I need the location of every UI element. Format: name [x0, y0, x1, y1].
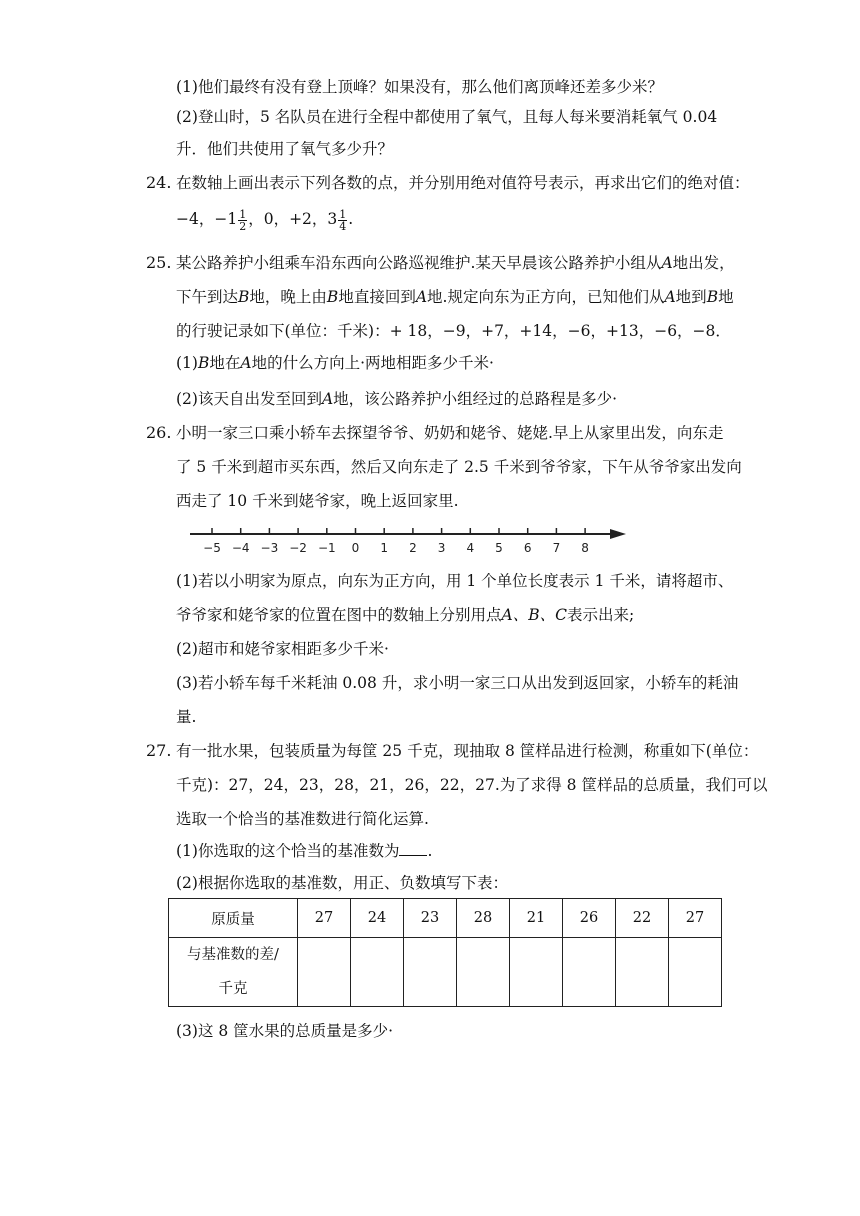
number-line-arrow — [610, 529, 626, 539]
table-cell: 21 — [510, 899, 563, 938]
q26-sub3-line2: 量. — [176, 708, 197, 726]
table-cell: 27 — [669, 899, 722, 938]
answer-cell[interactable] — [457, 938, 510, 1007]
table-row — [169, 938, 722, 1007]
number-line-tick-label: 2 — [409, 541, 417, 555]
q24-line2: −4，−1 $\frac{1}{2}$ ，0，+2，3 $\frac{1}{4}$ . — [176, 207, 354, 233]
q24-numbers-b: ，0，+2，3 — [248, 210, 338, 228]
number-line-tick-label: 1 — [380, 541, 389, 555]
q26-number: 26. — [146, 423, 172, 442]
answer-cell[interactable] — [669, 938, 722, 1007]
number-line-tick-label: −1 — [317, 541, 336, 555]
answer-cell[interactable] — [563, 938, 616, 1007]
table-cell: 23 — [404, 899, 457, 938]
answer-blank[interactable] — [399, 841, 427, 856]
q23-sub1: (1)他们最终有没有登上顶峰？如果没有，那么他们离顶峰还差多少米？ — [176, 78, 663, 96]
q27-sub3: (3)这 8 筐水果的总质量是多少· — [176, 1022, 394, 1040]
table-cell: 26 — [563, 899, 616, 938]
q24-number: 24. — [146, 173, 172, 192]
q27-sub1: (1)你选取的这个恰当的基准数为 . — [176, 842, 433, 860]
q27-line2: 千克)：27，24，23，28，21，26，22，27.为了求得 8 筐样品的总质量，我们可以 — [176, 776, 768, 794]
number-line — [180, 522, 640, 562]
q27-line3: 选取一个恰当的基准数进行简化运算. — [176, 810, 429, 828]
number-line-tick-label: 3 — [437, 541, 446, 555]
answer-cell[interactable] — [351, 938, 404, 1007]
number-line-tick-label: 4 — [466, 541, 475, 555]
q25-sub1: (1)B地在A地的什么方向上·两地相距多少千米· — [176, 354, 494, 372]
q24-fraction-half: $\frac{1}{2}$ — [239, 207, 247, 233]
number-line-tick-label: 6 — [523, 541, 532, 555]
number-line-tick-label: −2 — [289, 541, 307, 555]
q25-sub2: (2)该天自出发至回到A地，该公路养护小组经过的总路程是多少· — [176, 390, 618, 408]
q25-line1: 某公路养护小组乘车沿东西向公路巡视维护.某天早晨该公路养护小组从A地出发， — [176, 254, 735, 272]
q27-number: 27. — [146, 741, 172, 760]
q26-sub2: (2)超市和姥爷家相距多少千米· — [176, 640, 389, 658]
answer-cell[interactable] — [510, 938, 563, 1007]
table-cell: 22 — [616, 899, 669, 938]
q26-sub1-line2: 爷爷家和姥爷家的位置在图中的数轴上分别用点A、B、C表示出来; — [176, 606, 635, 624]
number-line-tick-label: 7 — [552, 541, 561, 555]
table-cell: 28 — [457, 899, 510, 938]
number-line-tick-label: −4 — [231, 541, 250, 555]
number-line-tick-label: −3 — [260, 541, 279, 555]
number-line-tick-label: 8 — [581, 541, 589, 555]
table-header-difference: 与基准数的差/ 千克 — [169, 938, 298, 1007]
q25-line3: 的行驶记录如下(单位：千米)：+ 18，−9，+7，+14，−6，+13，−6，−8． — [176, 322, 731, 340]
number-line-tick-label: −5 — [203, 541, 221, 555]
q25-line2: 下午到达B地，晚上由B地直接回到A地.规定向东为正方向，已知他们从A地到B地 — [176, 288, 734, 306]
q24-numbers-a: −4，−1 — [176, 210, 238, 228]
q24-line1: 在数轴上画出表示下列各数的点，并分别用绝对值符号表示，再求出它们的绝对值： — [176, 174, 750, 192]
q23-sub2-line2: 升．他们共使用了氧气多少升？ — [176, 140, 394, 158]
q26-line2: 了 5 千米到超市买东西，然后又向东走了 2.5 千米到爷爷家，下午从爷爷家出发向 — [176, 458, 742, 476]
answer-cell[interactable] — [616, 938, 669, 1007]
q26-sub1-line1: (1)若以小明家为原点，向东为正方向，用 1 个单位长度表示 1 千米，请将超市、 — [176, 572, 734, 590]
mass-table — [168, 898, 722, 1007]
q27-line1: 有一批水果，包装质量为每筐 25 千克，现抽取 8 筐样品进行检测，称重如下(单位： — [176, 742, 759, 760]
answer-cell[interactable] — [404, 938, 457, 1007]
table-header-original-mass: 原质量 — [169, 899, 298, 938]
table-cell: 27 — [298, 899, 351, 938]
q27-sub2: (2)根据你选取的基准数，用正、负数填写下表： — [176, 874, 508, 892]
number-line-tick-label: 0 — [351, 541, 360, 555]
q23-sub2-line1: (2)登山时，5 名队员在进行全程中都使用了氧气，且每人每米要消耗氧气 0.04 — [176, 108, 718, 126]
q25-number: 25. — [146, 253, 172, 272]
q26-sub3-line1: (3)若小轿车每千米耗油 0.08 升，求小明一家三口从出发到返回家，小轿车的耗油 — [176, 674, 739, 692]
q24-fraction-quarter: $\frac{1}{4}$ — [339, 207, 347, 233]
answer-cell[interactable] — [298, 938, 351, 1007]
q26-line3: 西走了 10 千米到姥爷家，晚上返回家里. — [176, 492, 459, 510]
q26-line1: 小明一家三口乘小轿车去探望爷爷、奶奶和姥爷、姥姥.早上从家里出发，向东走 — [176, 424, 724, 442]
number-line-tick-label: 5 — [495, 541, 503, 555]
table-row — [169, 899, 722, 938]
table-cell: 24 — [351, 899, 404, 938]
